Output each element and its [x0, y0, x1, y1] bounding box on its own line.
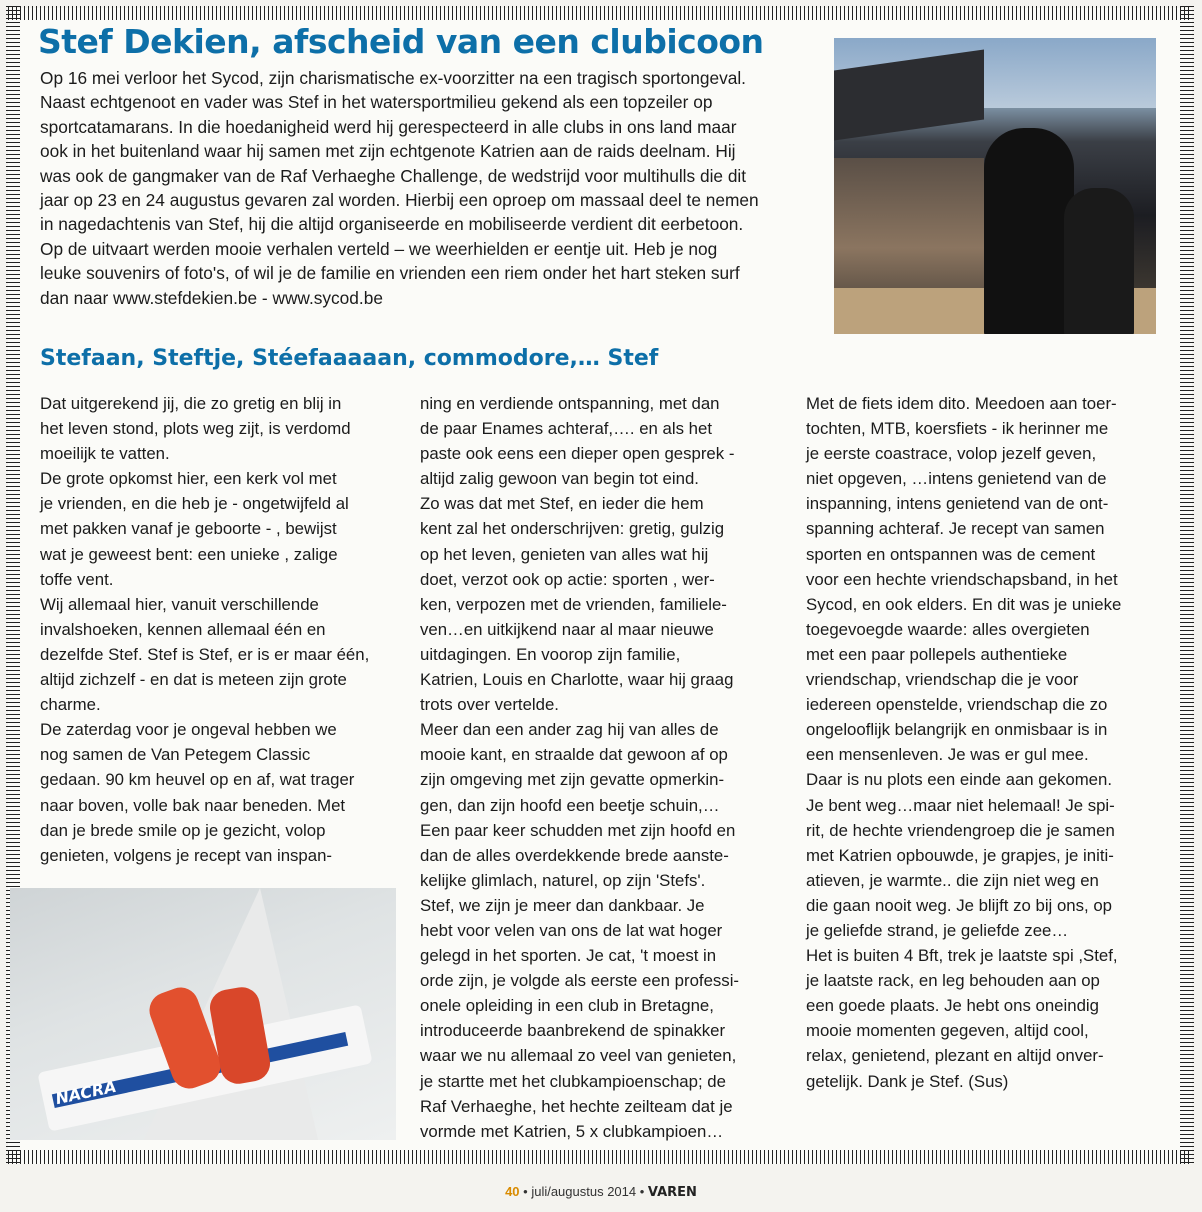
column-2-line: orde zijn, je volgde als eerste een professi-: [420, 971, 740, 991]
column-3-line: iedereen openstelde, vriendschap die zo: [806, 695, 1108, 715]
column-3-line: sporten en ontspannen was de cement: [806, 544, 1096, 564]
column-1-line: nog samen de Van Petegem Classic: [40, 745, 311, 765]
column-3-line: met Katrien opbouwde, je grapjes, je initi-: [806, 845, 1114, 865]
magazine-name: VAREN: [647, 1185, 697, 1200]
column-2-line: gen, dan zijn hoofd een beetje schuin,…: [420, 795, 720, 815]
page-footer: [0, 1184, 1202, 1200]
column-2-line: Meer dan een ander zag hij van alles de: [420, 720, 719, 740]
column-3-line: Je bent weg…maar niet helemaal! Je spi-: [806, 795, 1115, 815]
text-column-3: [806, 391, 1158, 1094]
photo-person-stef: [984, 128, 1074, 334]
column-2-line: Stef, we zijn je meer dan dankbaar. Je: [420, 895, 705, 915]
column-3-line: spanning achteraf. Je recept van samen: [806, 519, 1105, 539]
intro-line: dan naar www.stefdekien.be - www.sycod.be: [40, 287, 383, 308]
top-border-rule: [8, 6, 1192, 20]
column-3-line: ongelooflijk belangrijk en onmisbaar is in: [806, 720, 1108, 740]
column-1-line: De zaterdag voor je ongeval hebben we: [40, 720, 337, 740]
article-subhead: Stefaan, Steftje, Stéefaaaaan, commodore,… Stef: [40, 346, 659, 371]
column-2-line: uitdagingen. En voorop zijn familie,: [420, 644, 681, 664]
column-1-line: De grote opkomst hier, een kerk vol met: [40, 469, 337, 489]
intro-line: leuke souvenirs of foto's, of wil je de familie en vrienden een riem onder het hart steken surf: [40, 263, 740, 284]
intro-line: Op 16 mei verloor het Sycod, zijn charismatische ex-voorzitter na een tragisch sportongeval.: [40, 68, 746, 88]
column-3-line: relax, genietend, plezant en altijd onver-: [806, 1046, 1104, 1066]
column-3-line: een goede plaats. Je hebt ons oneindig: [806, 996, 1099, 1016]
intro-line: Op de uitvaart werden mooie verhalen verteld – we weerhielden er eentje uit. Heb je nog: [40, 238, 718, 259]
column-3-line: je eerste coastrace, volop jezelf geven,: [806, 444, 1097, 464]
column-3-line: rit, de hechte vriendengroep die je samen: [806, 820, 1115, 840]
column-1-line: genieten, volgens je recept van inspan-: [40, 845, 333, 865]
column-3-line: Het is buiten 4 Bft, trek je laatste spi ,Stef,: [806, 946, 1118, 966]
column-3-line: je geliefde strand, je geliefde zee…: [806, 920, 1069, 940]
column-1-line: altijd zichzelf - en dat is meteen zijn grote: [40, 670, 347, 690]
photo-person-katrien: [1064, 188, 1134, 334]
column-3-line: een mensenleven. Je was er gul mee.: [806, 745, 1089, 765]
column-2-line: ning en verdiende ontspanning, met dan: [420, 394, 720, 413]
column-1-line: moeilijk te vatten.: [40, 444, 170, 464]
column-2-line: vormde met Katrien, 5 x clubkampioen…: [420, 1121, 724, 1141]
column-3-line: voor een hechte vriendschapsband, in het: [806, 569, 1118, 589]
column-2-line: Zo was dat met Stef, en ieder die hem: [420, 494, 704, 514]
column-3-line: vriendschap, vriendschap die je voor: [806, 670, 1079, 690]
column-2-line: gelegd in het sporten. Je cat, 't moest in: [420, 946, 717, 966]
column-3-line: mooie momenten gegeven, altijd cool,: [806, 1021, 1089, 1041]
column-1-line: charme.: [40, 695, 101, 715]
column-1-line: het leven stond, plots weg zijt, is verdomd: [40, 419, 351, 439]
intro-line: sportcatamarans. In die hoedanigheid werd hij gerespecteerd in alle clubs in ons land maar: [40, 116, 737, 137]
text-column-1: [40, 391, 385, 868]
intro-line: in nagedachtenis van Stef, hij die altijd organiseerde en mobiliseerde verdient dit eerbetoon.: [40, 214, 744, 235]
column-3-line: Sycod, en ook elders. En dit was je unieke: [806, 594, 1122, 614]
text-column-2: [420, 391, 780, 1144]
catamaran-photo: [10, 888, 396, 1140]
column-2-line: mooie kant, en straalde dat gewoon af op: [420, 745, 728, 765]
right-border-rule: [1180, 6, 1194, 1164]
column-3-line: tochten, MTB, koersfiets - ik herinner me: [806, 419, 1109, 439]
column-1-line: invalshoeken, kennen allemaal één en: [40, 619, 326, 639]
column-2-line: paste ook eens een dieper open gesprek -: [420, 444, 735, 464]
crowd-photo: [834, 38, 1156, 334]
intro-line: Naast echtgenoot en vader was Stef in het watersportmilieu gekend als een topzeiler op: [40, 92, 713, 113]
column-2-line: kelijke glimlach, naturel, op zijn 'Stefs'.: [420, 870, 706, 890]
issue-date: • juli/augustus 2014 •: [523, 1184, 645, 1199]
column-2-line: hebt voor velen van ons de lat wat hoger: [420, 920, 723, 940]
column-1-line: Dat uitgerekend jij, die zo gretig en blij in: [40, 394, 342, 413]
page-number: 40: [505, 1184, 520, 1199]
column-1-line: dan je brede smile op je gezicht, volop: [40, 820, 326, 840]
column-1-line: gedaan. 90 km heuvel op en af, wat trager: [40, 770, 355, 790]
column-2-line: Katrien, Louis en Charlotte, waar hij graag: [420, 670, 734, 690]
column-2-line: ven…en uitkijkend naar al maar nieuwe: [420, 619, 714, 639]
column-2-line: trots over vertelde.: [420, 695, 559, 715]
intro-paragraph: [40, 66, 830, 310]
column-1-line: met pakken vanaf je geboorte - , bewijst: [40, 519, 337, 539]
column-2-line: ken, verpozen met de vrienden, familiele-: [420, 594, 727, 614]
column-2-line: introduceerde baanbrekend de spinakker: [420, 1021, 726, 1041]
column-3-line: toegevoegde waarde: alles overgieten: [806, 619, 1090, 639]
column-2-line: altijd zalig gewoon van begin tot eind.: [420, 469, 699, 489]
column-2-line: doet, verzot ook op actie: sporten , wer-: [420, 569, 715, 589]
intro-line: ook in het buitenland waar hij samen met zijn echtgenote Katrien aan de raids deelnam. Hij: [40, 141, 736, 162]
intro-line: jaar op 23 en 24 augustus gevaren zal worden. Hierbij een oproep om massaal deel te nemen: [40, 190, 759, 211]
column-3-line: niet opgeven, …intens genietend van de: [806, 469, 1107, 489]
column-3-line: met een paar pollepels authentieke: [806, 644, 1068, 664]
column-1-line: wat je geweest bent: een unieke , zalige: [40, 544, 338, 564]
column-3-line: je laatste rack, en leg behouden aan op: [806, 971, 1100, 991]
column-2-line: je startte met het clubkampioenschap; de: [420, 1071, 726, 1091]
column-3-line: die gaan nooit weg. Je blijft zo bij ons, op: [806, 895, 1112, 915]
bottom-border-rule: [8, 1150, 1192, 1164]
column-1-line: je vrienden, en die heb je - ongetwijfeld al: [40, 494, 349, 514]
column-1-line: naar boven, volle bak naar beneden. Met: [40, 795, 346, 815]
column-2-line: op het leven, genieten van alles wat hij: [420, 544, 709, 564]
column-3-line: getelijk. Dank je Stef. (Sus): [806, 1071, 1009, 1091]
column-2-line: dan de alles overdekkende brede aanste-: [420, 845, 729, 865]
column-2-line: kent zal het onderschrijven: gretig, gulzig: [420, 519, 725, 539]
column-2-line: Raf Verhaeghe, het hechte zeilteam dat je: [420, 1096, 733, 1116]
article-headline: Stef Dekien, afscheid van een clubicoon: [38, 22, 764, 61]
column-2-line: onele opleiding in een club in Bretagne,: [420, 996, 714, 1016]
column-1-line: toffe vent.: [40, 569, 114, 589]
column-2-line: waar we nu allemaal zo veel van genieten,: [420, 1046, 737, 1066]
column-1-line: dezelfde Stef. Stef is Stef, er is er maar één,: [40, 644, 370, 664]
nacra-logo: NACRA: [53, 1076, 119, 1109]
intro-line: was ook de gangmaker van de Raf Verhaeghe Challenge, de wedstrijd voor multihulls die dit: [40, 165, 747, 186]
column-3-line: Daar is nu plots een einde aan gekomen.: [806, 770, 1112, 790]
column-2-line: zijn omgeving met zijn gevatte opmerkin-: [420, 770, 725, 790]
column-3-line: inspanning, intens genietend van de ont-: [806, 494, 1109, 514]
column-3-line: atieven, je warmte.. die zijn niet weg en: [806, 870, 1099, 890]
column-3-line: Met de fiets idem dito. Meedoen aan toer-: [806, 394, 1117, 413]
column-1-line: Wij allemaal hier, vanuit verschillende: [40, 594, 319, 614]
column-2-line: de paar Enames achteraf,…. en als het: [420, 419, 712, 439]
column-2-line: Een paar keer schudden met zijn hoofd en: [420, 820, 736, 840]
